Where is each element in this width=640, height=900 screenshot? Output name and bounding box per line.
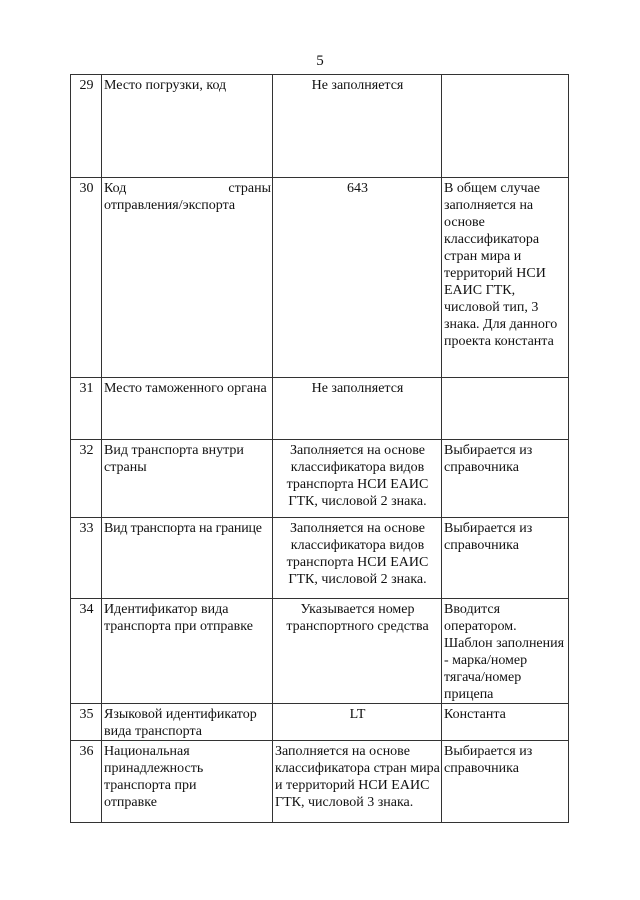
field-note: Вводится оператором. Шаблон заполнения - марка/номер тягача/номер прицепа: [442, 599, 569, 704]
field-value: LT: [273, 704, 442, 741]
field-note: Константа: [442, 704, 569, 741]
field-value: Указывается номер транспортного средства: [273, 599, 442, 704]
field-note: В общем случае заполняется на основе классификатора стран мира и территорий НСИ ЕАИС ГТК, числовой тип, 3 знака. Для данного проекта константа: [442, 178, 569, 378]
row-number: 36: [71, 741, 102, 823]
field-value: Не заполняется: [273, 378, 442, 440]
field-name-line: Код страны: [104, 181, 271, 196]
row-number: 33: [71, 518, 102, 599]
fields-table: [70, 74, 569, 823]
field-value: Заполняется на основе классификатора видов транспорта НСИ ЕАИС ГТК, числовой 2 знака.: [273, 440, 442, 518]
field-note: Выбирается из справочника: [442, 518, 569, 599]
field-value: Заполняется на основе классификатора стран мира и территорий НСИ ЕАИС ГТК, числовой 3 знака.: [273, 741, 442, 823]
field-name: Место таможенного органа: [102, 378, 273, 440]
table-row: [71, 440, 569, 518]
field-note: Выбирается из справочника: [442, 440, 569, 518]
table-row: [71, 741, 569, 823]
page-number: 5: [316, 53, 324, 69]
table-row: [71, 518, 569, 599]
field-value: Не заполняется: [273, 75, 442, 178]
field-note: [442, 75, 569, 178]
field-name: [102, 178, 273, 378]
field-name: Национальная принадлежность транспорта при отправке: [102, 741, 273, 823]
row-number: 32: [71, 440, 102, 518]
field-name-line: отправления/экспорта: [104, 198, 236, 213]
field-name: Вид транспорта внутри страны: [102, 440, 273, 518]
field-value: Заполняется на основе классификатора видов транспорта НСИ ЕАИС ГТК, числовой 2 знака.: [273, 518, 442, 599]
field-name: Языковой идентификатор вида транспорта: [102, 704, 273, 741]
table-row: [71, 704, 569, 741]
field-note: Выбирается из справочника: [442, 741, 569, 823]
row-number: 35: [71, 704, 102, 741]
field-value: 643: [273, 178, 442, 378]
table-row: [71, 178, 569, 378]
row-number: 30: [71, 178, 102, 378]
field-name: Место погрузки, код: [102, 75, 273, 178]
table-row: [71, 378, 569, 440]
row-number: 34: [71, 599, 102, 704]
field-name: Идентификатор вида транспорта при отправке: [102, 599, 273, 704]
row-number: 29: [71, 75, 102, 178]
table-row: [71, 599, 569, 704]
field-note: [442, 378, 569, 440]
field-name: Вид транспорта на границе: [102, 518, 273, 599]
table-row: [71, 75, 569, 178]
row-number: 31: [71, 378, 102, 440]
